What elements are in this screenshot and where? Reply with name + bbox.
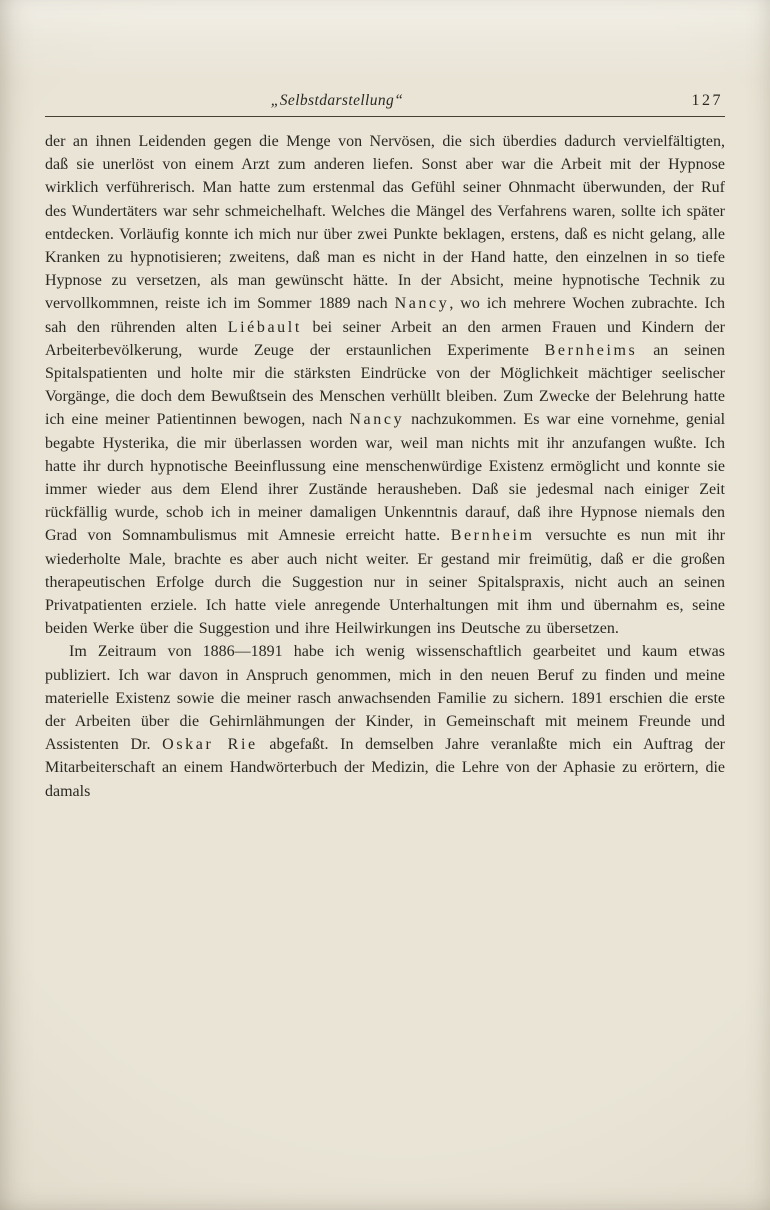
letterspaced-proper-name: Bernheims: [544, 341, 638, 359]
text-run: an seinen Spitalspatienten und holte mir die stärksten Eindrücke von der Möglichkeit mächtiger seelischer Vorgänge, die doch dem Bewußtsein des Menschen verhüllt bleiben. Zum Zwecke der Belehrung hatte ich eine meiner Patientinnen bewogen, nach: [45, 341, 725, 429]
text-run: abgefaßt. In demselben Jahre veranlaßte mich ein Auftrag der Mitarbeiterschaft an einem Handwörterbuch der Medizin, die Lehre von der Aphasie zu erörtern, die damals: [45, 736, 725, 800]
text-run: Im Zeitraum von 1886—1891 habe ich wenig wissenschaftlich gearbeitet und kaum etwas publiziert. Ich war davon in Anspruch genommen, mich in den neuen Beruf zu finden und meine materielle Existenz sowie die meiner rasch anwachsenden Familie zu sichern. 1891 erschien die erste der Arbeiten über die Gehirnlähmungen der Kinder, in Gemeinschaft mit meinem Freunde und Assistenten Dr.: [45, 643, 725, 754]
book-page: [45, 92, 725, 803]
paragraph: [45, 640, 725, 802]
text-run: versuchte es nun mit ihr wiederholte Male, brachte es aber auch nicht weiter. Er gestand mir freimütig, daß er die großen therapeutischen Erfolge durch die Suggestion nur in seiner Spitalspraxis, nicht auch an seinen Privatpatienten erziele. Ich hatte viele anregende Unterhaltungen mit ihm und übernahm es, seine beiden Werke über die Suggestion und ihre Heilwirkungen ins Deutsche zu übersetzen.: [45, 527, 726, 638]
page-number: 127: [691, 92, 723, 109]
paragraph: [45, 130, 725, 640]
letterspaced-proper-name: Liébault: [227, 318, 302, 336]
running-title: „Selbstdarstellung“: [270, 92, 404, 109]
text-run: , wo ich mehrere Wochen zubrachte. Ich sah den rührenden alten: [45, 295, 725, 336]
text-run: der an ihnen Leidenden gegen die Menge von Nervösen, die sich überdies dadurch vervielfältigten, daß sie unerlöst von einem Arzt zum anderen liefen. Sonst aber war die Arbeit mit der Hypnose wirklich verführerisch. Man hatte zum erstenmal das Gefühl seiner Ohnmacht überwunden, der Ruf des Wundertäters war sehr schmeichelhaft. Welches die Mängel des Verfahrens waren, sollte ich später entdecken. Vorläufig konnte ich mich nur über zwei Punkte beklagen, erstens, daß es nicht gelang, alle Kranken zu hypnotisieren; zweitens, daß man es nicht in der Hand hatte, den einzelnen in so tiefe Hypnose zu versetzen, als man gewünscht hätte. In der Absicht, meine hypnotische Technik zu vervollkommnen, reiste ich im Sommer 1889 nach: [45, 133, 725, 313]
header-rule: [45, 116, 725, 117]
letterspaced-proper-name: Oskar Rie: [162, 736, 258, 754]
text-run: bei seiner Arbeit an den armen Frauen und Kindern der Arbeiterbevölkerung, wurde Zeuge der erstaunlichen Experimente: [45, 318, 725, 359]
text-run: nachzukommen. Es war eine vornehme, genial begabte Hysterika, die mir überlassen worden war, weil man nichts mit ihr anzufangen wußte. Ich hatte ihr durch hypnotische Beeinflussung eine menschenwürdige Existenz ermöglicht und konnte sie immer wieder aus dem Elend ihrer Zustände herausheben. Daß sie jedesmal nach einiger Zeit rückfällig wurde, schob ich in meiner damaligen Unkenntnis darauf, daß ihre Hypnose niemals den Grad von Somnambulismus mit Amnesie erreicht hatte.: [45, 411, 726, 545]
page-header: [45, 92, 725, 116]
letterspaced-proper-name: Bernheim: [450, 527, 535, 545]
letterspaced-proper-name: Nancy: [349, 411, 405, 429]
page-body: [45, 130, 725, 803]
letterspaced-proper-name: Nancy: [394, 295, 450, 313]
